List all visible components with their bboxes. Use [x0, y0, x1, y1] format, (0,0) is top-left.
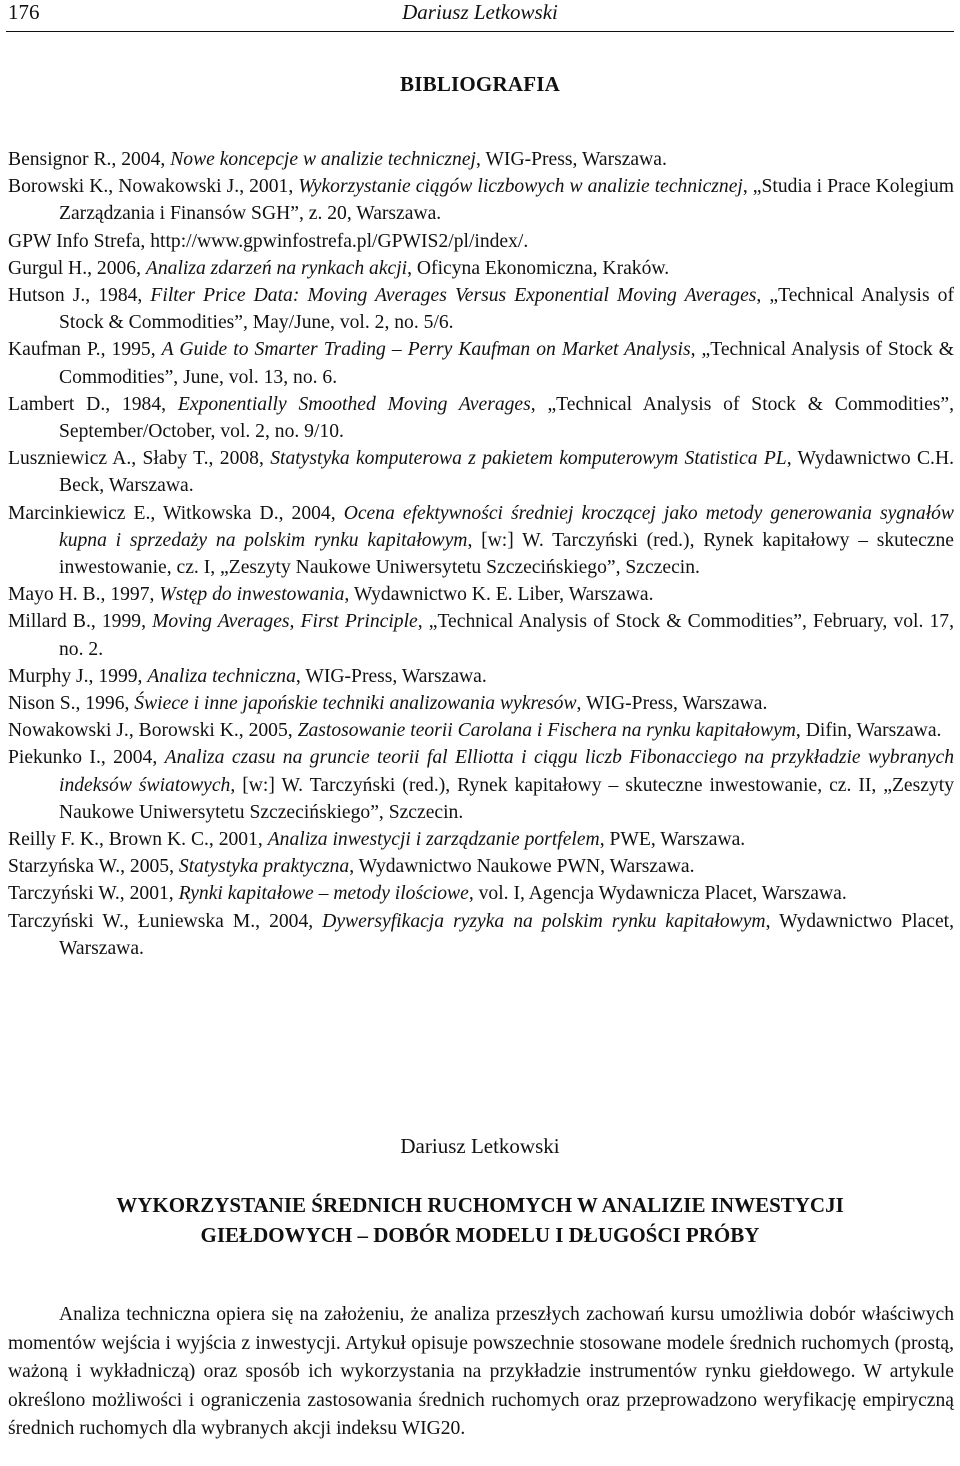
entry-author-year: Lambert D., 1984,	[8, 393, 178, 415]
entry-publication: , vol. I, Agencja Wydawnicza Placet, Warszawa.	[468, 883, 847, 905]
entry-title: Statystyka komputerowa z pakietem komputerowym Statistica PL	[270, 448, 787, 470]
running-header-author: Dariusz Letkowski	[402, 0, 558, 24]
entry-author-year: Luszniewicz A., Słaby T., 2008,	[8, 448, 271, 470]
bibliography-entry	[8, 228, 954, 255]
entry-title: Ocena efektywności średniej kroczącej jako metody generowania sygnałów kupna i sprzedaży na polskim rynku kapitałowym	[59, 502, 955, 551]
entry-author-year: Tarczyński W., 2001,	[8, 883, 179, 905]
entry-title: Filter Price Data: Moving Averages Versus Exponential Moving Averages	[150, 285, 757, 307]
entry-title: Analiza czasu na gruncie teorii fal Elliotta i ciągu liczb Fibonacciego na przykładzie wybranych indeksów światowych	[59, 747, 954, 796]
page-header	[0, 0, 960, 32]
entry-publication: , [w:] W. Tarczyński (red.), Rynek kapitałowy – skuteczne inwestowanie, cz. II, „Zeszyty Naukowe Uniwersytetu Szczecińskiego”, Szczecin.	[59, 774, 954, 823]
entry-author-year: Starzyńska W., 2005,	[8, 856, 179, 878]
entry-author-year: Piekunko I., 2004,	[8, 747, 165, 769]
entry-title: Analiza zdarzeń na rynkach akcji	[145, 257, 408, 279]
entry-publication: , Wydawnictwo Naukowe PWN, Warszawa.	[349, 856, 695, 878]
entry-publication: , Wydawnictwo C.H. Beck, Warszawa.	[59, 448, 954, 497]
entry-publication: , WIG-Press, Warszawa.	[576, 693, 768, 715]
entry-title: Analiza inwestycji i zarządzanie portfelem	[267, 829, 600, 851]
entry-publication: , „Technical Analysis of Stock & Commodities”, September/October, vol. 2, no. 9/10.	[59, 393, 954, 443]
entry-title: Rynki kapitałowe – metody ilościowe	[178, 883, 469, 905]
entry-title: Wstęp do inwestowania	[159, 584, 345, 606]
entry-title: Moving Averages, First Principle	[152, 611, 418, 633]
entry-publication: , Difin, Warszawa.	[795, 720, 942, 742]
bibliography-entry	[8, 608, 954, 662]
entry-title: Dywersyfikacja ryzyka na polskim rynku kapitałowym	[322, 910, 766, 932]
bibliography-entry	[8, 391, 954, 445]
entry-publication: , „Technical Analysis of Stock & Commodities”, February, vol. 17, no. 2.	[59, 611, 955, 660]
entry-publication: , PWE, Warszawa.	[599, 829, 746, 851]
entry-author-year: GPW Info Strefa, http://www.gpwinfostrefa.pl/GPWIS2/pl/index/.	[8, 230, 529, 252]
entry-title: Exponentially Smoothed Moving Averages	[177, 393, 531, 415]
bibliography-entry	[8, 880, 954, 907]
entry-publication: , [w:] W. Tarczyński (red.), Rynek kapitałowy – skuteczne inwestowanie, cz. I, „Zeszyty Naukowe Uniwersytetu Szczecińskiego”, Szczecin.	[59, 529, 954, 579]
entry-author-year: Marcinkiewicz E., Witkowska D., 2004,	[8, 502, 344, 524]
bibliography-entry	[8, 826, 954, 853]
bibliography-entry	[8, 690, 954, 717]
header-rule	[6, 31, 954, 32]
entry-author-year: Kaufman P., 1995,	[8, 339, 162, 361]
bibliography-entry	[8, 336, 954, 390]
entry-title: Zastosowanie teorii Carolana i Fischera na rynku kapitałowym	[297, 720, 796, 742]
entry-author-year: Tarczyński W., Łuniewska M., 2004,	[8, 910, 323, 932]
bibliography-entry	[8, 282, 954, 336]
bibliography-entry	[8, 853, 954, 880]
entry-author-year: Borowski K., Nowakowski J., 2001,	[8, 176, 299, 198]
page-number: 176	[8, 0, 40, 24]
bibliography-entry	[8, 173, 954, 227]
bibliography-entry	[8, 744, 954, 826]
entry-author-year: Hutson J., 1984,	[8, 285, 151, 307]
entry-title: Nowe koncepcje w analizie technicznej	[170, 149, 476, 170]
article-title-line: GIEŁDOWYCH – DOBÓR MODELU I DŁUGOŚCI PRÓBY	[200, 1223, 760, 1247]
bibliography-entry	[8, 146, 954, 173]
bibliography-list	[8, 146, 954, 962]
entry-publication: , Oficyna Ekonomiczna, Kraków.	[407, 257, 670, 279]
article-title	[0, 1190, 960, 1250]
entry-publication: , WIG-Press, Warszawa.	[476, 149, 667, 170]
entry-title: Statystyka praktyczna	[178, 856, 350, 878]
article-title-line: WYKORZYSTANIE ŚREDNICH RUCHOMYCH W ANALIZIE INWESTYCJI	[116, 1193, 844, 1217]
entry-author-year: Bensignor R., 2004,	[8, 149, 171, 170]
entry-publication: , WIG-Press, Warszawa.	[295, 665, 487, 687]
entry-publication: , „Technical Analysis of Stock & Commodities”, May/June, vol. 2, no. 5/6.	[59, 285, 954, 334]
article-author: Dariusz Letkowski	[400, 1134, 560, 1158]
entry-author-year: Reilly F. K., Brown K. C., 2001,	[8, 829, 268, 851]
entry-publication: , Wydawnictwo Placet, Warszawa.	[59, 910, 954, 959]
entry-author-year: Murphy J., 1999,	[8, 665, 148, 687]
bibliography-heading: BIBLIOGRAFIA	[400, 72, 560, 96]
entry-author-year: Nison S., 1996,	[8, 693, 135, 715]
entry-title: A Guide to Smarter Trading – Perry Kaufman on Market Analysis	[161, 339, 691, 361]
entry-author-year: Nowakowski J., Borowski K., 2005,	[8, 720, 298, 742]
entry-author-year: Gurgul H., 2006,	[8, 257, 146, 279]
article-abstract: Analiza techniczna opiera się na założeniu, że analiza przeszłych zachowań kursu umożliwia dobór właściwych momentów wejścia i wyjścia z inwestycji. Artykuł opisuje powszechnie stosowane modele średnich ruchomych (prostą, ważoną i wykładniczą) oraz sposób ich wykorzystania na przykładzie instrumentów rynku giełdowego. W artykule określono możliwości i ograniczenia zastosowania średnich ruchomych oraz przeprowadzono weryfikację empiryczną średnich ruchomych dla wybranych akcji indeksu WIG20.	[8, 1304, 954, 1439]
bibliography-entry	[8, 445, 954, 499]
bibliography-entry	[8, 663, 954, 690]
entry-author-year: Mayo H. B., 1997,	[8, 584, 160, 606]
entry-title: Analiza techniczna	[147, 665, 296, 687]
bibliography-entry	[8, 908, 954, 962]
bibliography-entry	[8, 717, 954, 744]
entry-author-year: Millard B., 1999,	[8, 611, 153, 633]
bibliography-entry	[8, 255, 954, 282]
entry-publication: , „Studia i Prace Kolegium Zarządzania i Finansów SGH”, z. 20, Warszawa.	[59, 176, 954, 225]
entry-title: Świece i inne japońskie techniki analizowania wykresów	[134, 693, 577, 715]
entry-title: Wykorzystanie ciągów liczbowych w analizie technicznej	[298, 176, 743, 198]
entry-publication: , Wydawnictwo K. E. Liber, Warszawa.	[344, 584, 654, 606]
bibliography-entry	[8, 500, 954, 582]
entry-publication: , „Technical Analysis of Stock & Commodities”, June, vol. 13, no. 6.	[59, 339, 954, 388]
bibliography-entry	[8, 581, 954, 608]
